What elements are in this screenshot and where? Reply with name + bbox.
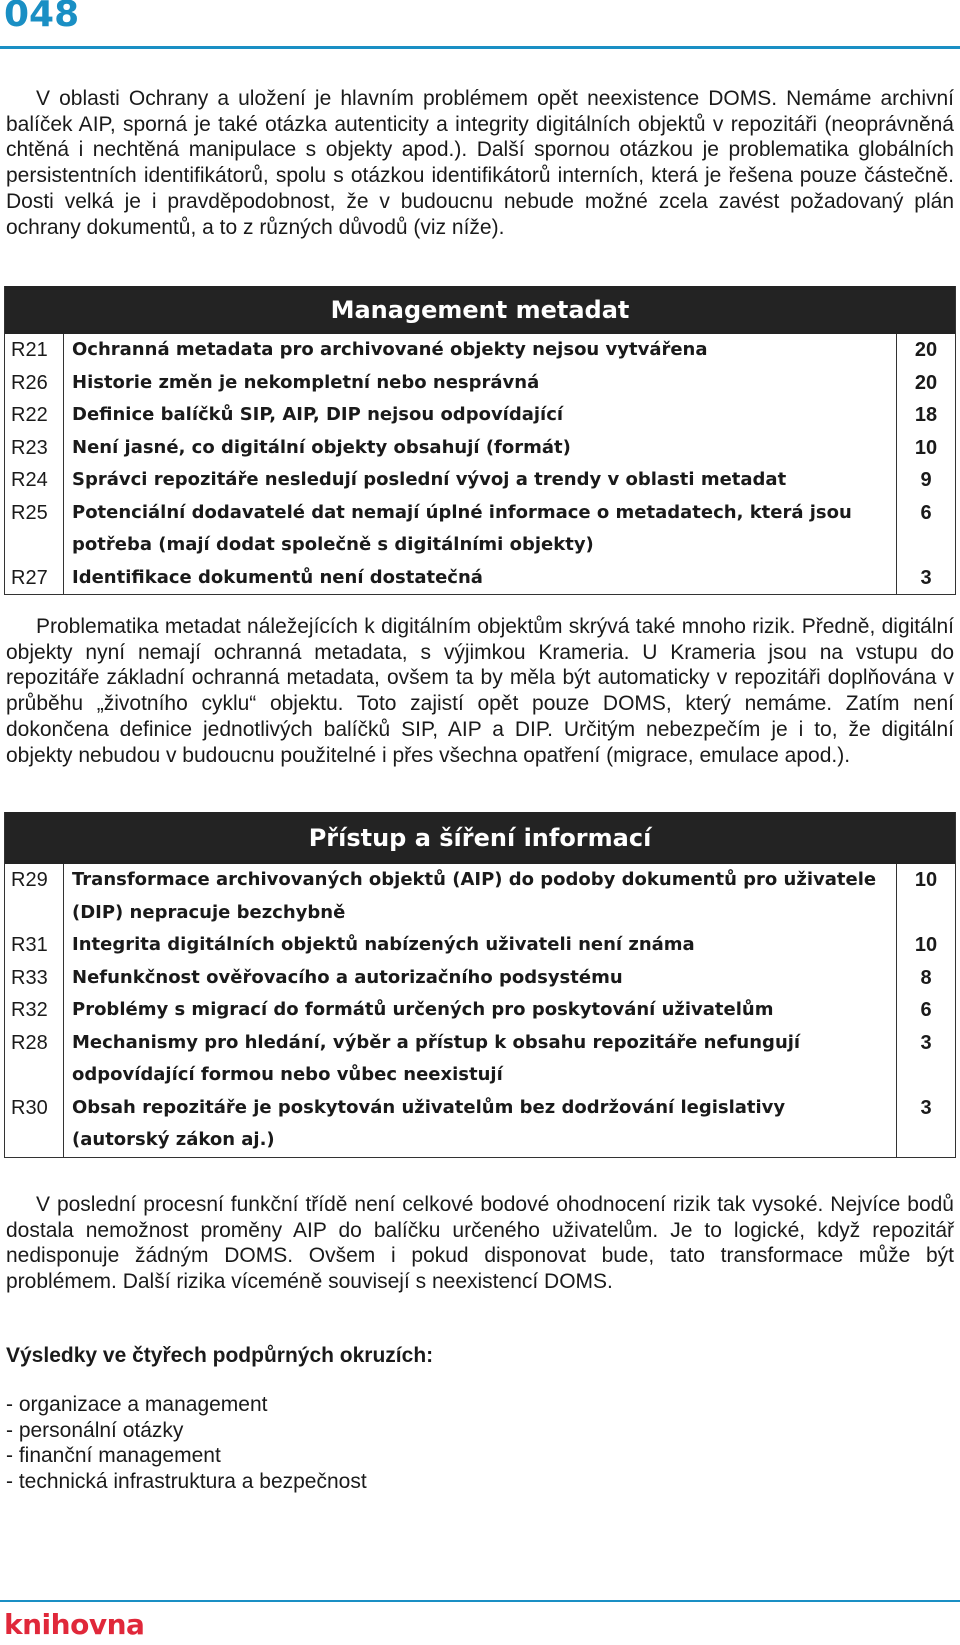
table-row (5, 432, 955, 465)
results-list (6, 1392, 367, 1494)
risk-description: Historie změn je nekompletní nebo nesprávná (64, 367, 897, 400)
risk-code: R25 (5, 497, 64, 562)
table-body (5, 334, 955, 594)
table-management-metadat (4, 286, 956, 595)
risk-code: R29 (5, 864, 64, 929)
top-divider (0, 46, 960, 49)
table-row (5, 562, 955, 595)
risk-code: R26 (5, 367, 64, 400)
table-row (5, 334, 955, 367)
table-body (5, 864, 955, 1157)
table-row (5, 994, 955, 1027)
results-heading: Výsledky ve čtyřech podpůrných okruzích: (6, 1344, 434, 1367)
page-number: 048 (4, 0, 80, 35)
table-row (5, 367, 955, 400)
table-row (5, 929, 955, 962)
risk-description: Nefunkčnost ověřovacího a autorizačního podsystému (64, 962, 897, 995)
risk-description: Mechanismy pro hledání, výběr a přístup k obsahu repozitáře nefungují odpovídající formou nebo vůbec neexistují (64, 1027, 897, 1092)
risk-description: Není jasné, co digitální objekty obsahují (formát) (64, 432, 897, 465)
risk-code: R23 (5, 432, 64, 465)
paragraph-access (6, 1192, 954, 1295)
risk-code: R22 (5, 399, 64, 432)
risk-score: 18 (914, 404, 938, 426)
risk-code: R24 (5, 464, 64, 497)
risk-description: Potenciální dodavatelé dat nemají úplné informace o metadatech, která jsou potřeba (mají dodat společně s digitálními objekty) (64, 497, 897, 562)
risk-score: 3 (920, 1096, 932, 1119)
table-title: Přístup a šíření informací (5, 812, 955, 864)
risk-code: R30 (5, 1092, 64, 1157)
risk-score: 9 (920, 469, 932, 491)
risk-description: Integrita digitálních objektů nabízených uživateli není známa (64, 929, 897, 962)
table-row (5, 497, 955, 562)
paragraph-metadata (6, 614, 954, 768)
risk-score: 3 (920, 566, 932, 589)
list-item: - personální otázky (6, 1418, 184, 1442)
risk-description: Problémy s migrací do formátů určených pro poskytování uživatelům (64, 994, 897, 1027)
list-item: - finanční management (6, 1444, 221, 1467)
risk-score: 20 (914, 339, 938, 361)
risk-score: 8 (920, 966, 932, 989)
risk-score: 6 (920, 501, 932, 524)
paragraph-metadata-text: Problematika metadat náležejících k digitálním objektům skrývá také mnoho rizik. Předně, digitální objekty nyní nemají ochranná metadata, s výjimkou Krameria. U Krameria jsou na vstupu do repozitáře základní ochranná metadata, ovšem ta by měla být automaticky v repozitáři doplňována v průběhu „životního cyklu“ objektu. Toto zajistí opět pouze DOMS, který nemáme. Zatím není dokončena definice jednotlivých balíčků SIP, AIP a DIP. Určitým nebezpečím je i to, že digitální objekty nebudou v budoucnu použitelné i přes všechna opatření (migrace, emulace apod.). (6, 615, 954, 767)
list-item: - technická infrastruktura a bezpečnost (6, 1469, 367, 1493)
risk-code: R28 (5, 1027, 64, 1092)
risk-code: R21 (5, 334, 64, 367)
table-row (5, 464, 955, 497)
table-row (5, 1092, 955, 1157)
risk-code: R33 (5, 962, 64, 995)
risk-score: 10 (914, 436, 938, 459)
risk-description: Ochranná metadata pro archivované objekty nejsou vytvářena (64, 334, 897, 367)
risk-description: Správci repozitáře nesledují poslední vývoj a trendy v oblasti metadat (64, 464, 897, 497)
list-item: - organizace a management (6, 1393, 268, 1416)
table-title: Management metadat (5, 286, 955, 334)
risk-code: R27 (5, 562, 64, 595)
paragraph-ochrana-text: V oblasti Ochrany a uložení je hlavním problémem opět neexistence DOMS. Nemáme archivní balíček AIP, sporná je také otázka autenticity a integrity digitálních objektů v repozitáři (neoprávněná chtěná i nechtěná manipulace s objekty apod.). Další spornou otázkou je problematika globálních persistentních identifikátorů, spolu s otázkou identifikátorů interních, která je řešena pouze částečně. Dosti velká je i pravděpodobnost, že v budoucnu nebude možné zcela zavést požadovaný plán ochrany dokumentů, a to z různých důvodů (viz níže). (6, 87, 954, 239)
bottom-divider (0, 1600, 960, 1602)
risk-description: Identifikace dokumentů není dostatečná (64, 562, 897, 595)
risk-description: Obsah repozitáře je poskytován uživatelům bez dodržování legislativy (autorský zákon aj.) (64, 1092, 897, 1157)
risk-score: 10 (914, 869, 938, 891)
table-row (5, 864, 955, 929)
risk-description: Transformace archivovaných objektů (AIP) do podoby dokumentů pro uživatele (DIP) nepracuje bezchybně (64, 864, 897, 929)
paragraph-ochrana (6, 86, 954, 240)
risk-code: R31 (5, 929, 64, 962)
table-pristup-sireni (4, 812, 956, 1158)
risk-code: R32 (5, 994, 64, 1027)
table-row (5, 962, 955, 995)
risk-score: 20 (914, 371, 938, 394)
footer-brand-logo: knihovna (4, 1608, 145, 1641)
risk-score: 3 (920, 1031, 932, 1054)
risk-score: 10 (914, 934, 938, 956)
table-row (5, 1027, 955, 1092)
risk-description: Definice balíčků SIP, AIP, DIP nejsou odpovídající (64, 399, 897, 432)
paragraph-access-text: V poslední procesní funkční třídě není celkové bodové ohodnocení rizik tak vysoké. Nejvíce bodů dostala nemožnost proměny AIP do balíčku určeného uživatelům. Je to logické, když repozitář nedisponuje žádným DOMS. Ovšem i pokud disponovat bude, tato transformace může být problémem. Další rizika víceméně souvisejí s neexistencí DOMS. (6, 1193, 954, 1294)
table-row (5, 399, 955, 432)
risk-score: 6 (920, 999, 932, 1021)
